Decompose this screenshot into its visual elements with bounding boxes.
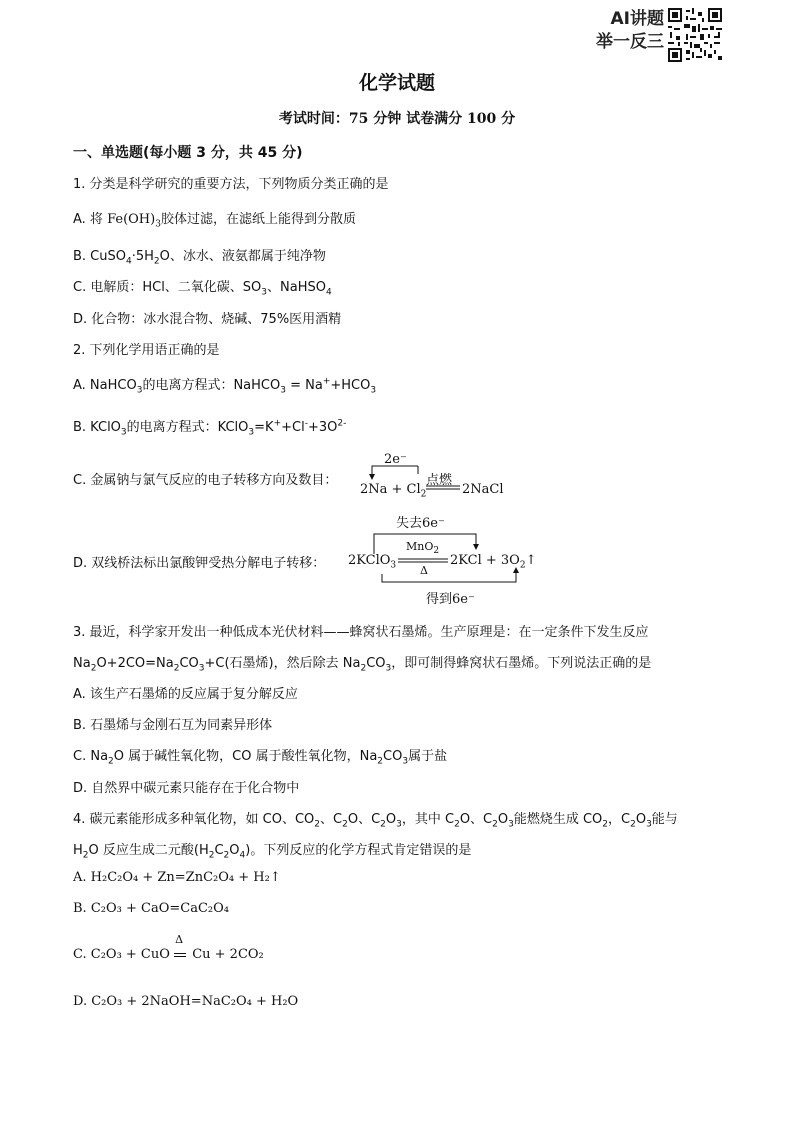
- qr-code-icon[interactable]: [668, 8, 722, 62]
- q3-option-b: B. 石墨烯与金刚石互为同素异形体: [73, 718, 273, 733]
- q2-option-d-diagram: [346, 510, 546, 608]
- q2-option-b: B. KClO$_3$的电离方程式：$KClO_3=K^++Cl^-+3O^{2-}$: [73, 418, 347, 438]
- q4-option-b: B. C₂O₃ + CaO=CaC₂O₄: [73, 901, 229, 916]
- q4-option-c: C. C₂O₃ + CuO Δ Cu + 2CO₂: [73, 933, 264, 962]
- d-heat: Δ: [420, 564, 428, 577]
- q3-stem-line1: 3. 最近，科学家开发出一种低成本光伏材料——蜂窝状石墨烯。生产原理是：在一定条件下发生反应: [73, 625, 649, 640]
- q4-option-d: D. C₂O₃ + 2NaOH=NaC₂O₄ + H₂O: [73, 994, 299, 1009]
- q2-option-a: A. NaHCO$_3$的电离方程式：NaHCO$_3$ = $Na^++HCO_3$: [73, 376, 377, 396]
- brand-badge[interactable]: [576, 8, 726, 60]
- q1-option-d: D. 化合物：冰水混合物、烧碱、75%医用酒精: [73, 312, 342, 327]
- q1-stem: 1. 分类是科学研究的重要方法，下列物质分类正确的是: [73, 177, 389, 192]
- brand-line2: 举一反三: [596, 32, 664, 52]
- section-heading: 一、单选题(每小题 3 分，共 45 分): [73, 145, 303, 161]
- exam-info: 考试时间：75 分钟 试卷满分 100 分: [278, 111, 516, 127]
- q2-option-d-text: D. 双线桥法标出氯酸钾受热分解电子转移：: [73, 556, 326, 571]
- brand-line1: AI讲题: [610, 9, 664, 29]
- q3-option-c: C. $Na_2O$ 属于碱性氧化物，CO 属于酸性氧化物，$Na_2CO_3$属于盐: [73, 749, 448, 767]
- q2-option-c-text: C. 金属钠与氯气反应的电子转移方向及数目：: [73, 473, 338, 488]
- c-products: 2NaCl: [462, 482, 504, 497]
- c-electrons: 2e⁻: [384, 452, 407, 467]
- q3-option-a: A. 该生产石墨烯的反应属于复分解反应: [73, 687, 298, 702]
- q2-option-c-diagram: [360, 452, 520, 500]
- q4-stem-line2: $H_2O$ 反应生成二元酸$(H_2C_2O_4)$。下列反应的化学方程式肯定错误的是: [73, 843, 472, 861]
- brand-text: [576, 8, 664, 54]
- c-condition: 点燃: [426, 473, 453, 488]
- d-lose-electrons: 失去6e⁻: [396, 516, 445, 531]
- q1-option-a: A. 将 $Fe(OH)_3$胶体过滤，在滤纸上能得到分散质: [73, 212, 356, 230]
- heat-symbol: Δ: [175, 933, 184, 946]
- d-products: $2KCl + 3O_2↑$: [450, 553, 537, 571]
- d-gain-electrons: 得到6e⁻: [426, 592, 475, 607]
- q1-option-c: C. 电解质：HCl、二氧化碳、$SO_3$、NaHSO$_4$: [73, 280, 332, 298]
- q4-option-a: A. H₂C₂O₄ + Zn=ZnC₂O₄ + H₂↑: [73, 870, 281, 885]
- q3-stem-line2: $Na_2O+2CO=Na_2CO_3+C$(石墨烯)，然后除去 $Na_2CO_3$，即可制得蜂窝状石墨烯。下列说法正确的是: [73, 656, 652, 674]
- c-reactants: $2Na + Cl_2$: [360, 482, 427, 500]
- d-catalyst: MnO$_2$: [406, 540, 440, 557]
- d-reactant: 2KClO$_3$: [348, 553, 397, 571]
- q2-stem: 2. 下列化学用语正确的是: [73, 343, 220, 358]
- q3-option-d: D. 自然界中碳元素只能存在于化合物中: [73, 781, 300, 796]
- q4-stem-line1: 4. 碳元素能形成多种氧化物，如 CO、$CO_2$、$C_2O$、$C_2O_3$，其中 $C_2O$、$C_2O_3$能燃烧生成 $CO_2$，$C_2O_3$能与: [73, 812, 678, 830]
- page-title: 化学试题: [358, 72, 435, 94]
- q1-option-b: B. $CuSO_4\cdot 5H_2O$、冰水、液氨都属于纯净物: [73, 249, 326, 267]
